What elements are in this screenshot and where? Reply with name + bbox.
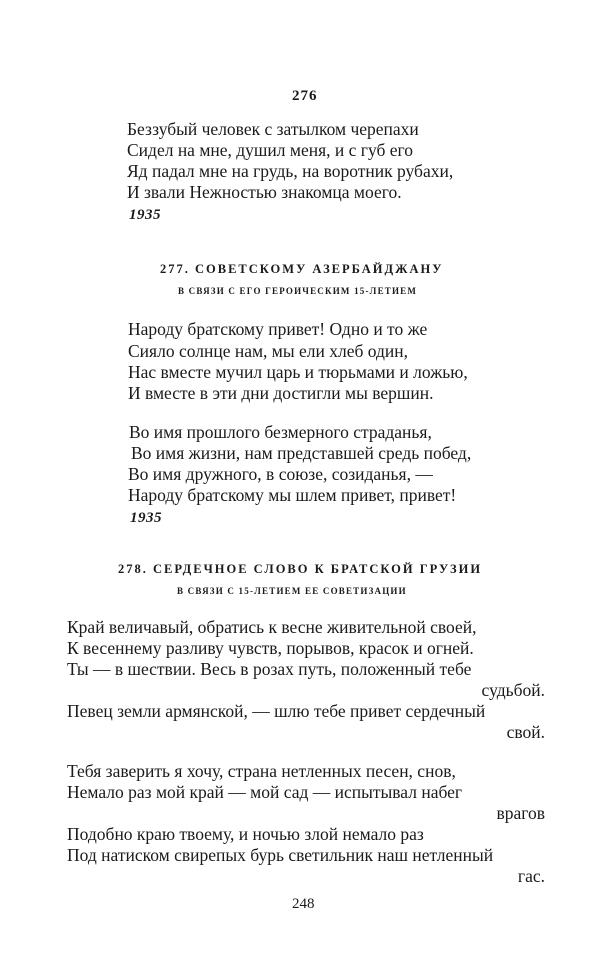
poem-278-s2-line-1: Тебя заверить я хочу, страна нетленных песен, снов, bbox=[67, 761, 456, 781]
header-number: 276 bbox=[292, 88, 318, 104]
poem-278-s1-line-1: Край величавый, обратись к весне живительной своей, bbox=[67, 617, 477, 637]
poem-277-s2-line-3: Во имя дружного, в союзе, созиданья, — bbox=[128, 464, 433, 484]
poem-278-s2-line-2: Немало раз мой край — мой сад — испытывал набег bbox=[67, 782, 463, 802]
poem-277-s1-line-2: Сияло солнце нам, мы ели хлеб один, bbox=[128, 341, 409, 361]
poem-278-s1-line-3: Ты — в шествии. Весь в розах путь, положенный тебе bbox=[67, 659, 472, 679]
poem-276-line-1: Беззубый человек с затылком черепахи bbox=[127, 119, 419, 139]
poem-277-s2-line-1: Во имя прошлого безмерного страданья, bbox=[129, 422, 432, 442]
poem-276-year: 1935 bbox=[129, 207, 161, 223]
poem-278-s1-line-3-carry: судьбой. bbox=[481, 680, 545, 700]
poem-278-s2-line-2-carry: врагов bbox=[496, 803, 545, 823]
poem-277-s2-line-4: Народу братскому мы шлем привет, привет! bbox=[128, 485, 457, 505]
poem-277-s2-line-2: Во имя жизни, нам представшей средь побед, bbox=[131, 443, 472, 463]
poem-276-line-2: Сидел на мне, душил меня, и с губ его bbox=[127, 140, 414, 160]
poem-278-s1-line-4: Певец земли армянской, — шлю тебе привет сердечный bbox=[67, 701, 486, 721]
poem-278-title: 278. СЕРДЕЧНОЕ СЛОВО К БРАТСКОЙ ГРУЗИИ bbox=[118, 562, 483, 576]
poem-278-s2-line-3: Подобно краю твоему, и ночью злой немало раз bbox=[67, 824, 424, 844]
poem-277-s1-line-1: Народу братскому привет! Одно и то же bbox=[128, 319, 428, 339]
poem-277-year: 1935 bbox=[130, 510, 162, 526]
poem-278-s2-line-4-carry: гас. bbox=[517, 866, 545, 886]
poem-276-line-3: Яд падал мне на грудь, на воротник рубахи, bbox=[127, 161, 454, 181]
poem-276-line-4: И звали Нежностью знакомца моего. bbox=[127, 182, 402, 202]
poem-277-subtitle: В СВЯЗИ С ЕГО ГЕРОИЧЕСКИМ 15-ЛЕТИЕМ bbox=[178, 286, 418, 296]
poem-278-s2-line-4: Под натиском свирепых бурь светильник наш нетленный bbox=[67, 845, 494, 865]
poem-278-s1-line-4-carry: свой. bbox=[506, 722, 545, 742]
poem-277-title: 277. СОВЕТСКОМУ АЗЕРБАЙДЖАНУ bbox=[160, 262, 444, 276]
poem-277-s1-line-3: Нас вместе мучил царь и тюрьмами и ложью, bbox=[128, 362, 468, 382]
poem-278-s1-line-2: К весеннему разливу чувств, порывов, красок и огней. bbox=[67, 638, 474, 658]
poem-278-subtitle: В СВЯЗИ С 15-ЛЕТИЕМ ЕЕ СОВЕТИЗАЦИИ bbox=[177, 586, 407, 596]
page-number: 248 bbox=[292, 896, 315, 912]
poem-277-s1-line-4: И вместе в эти дни достигли мы вершин. bbox=[128, 383, 434, 403]
